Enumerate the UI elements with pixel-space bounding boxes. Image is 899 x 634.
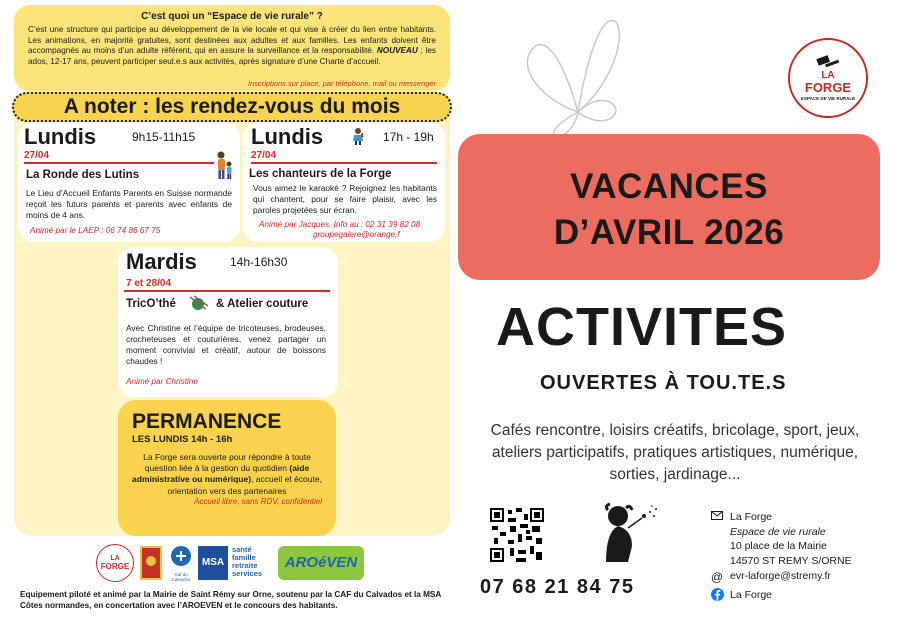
nouveau-label: NOUVEAU [376,46,418,55]
contact-email[interactable]: evr-laforge@stremy.fr [730,569,831,582]
rdv-title: A noter : les rendez-vous du mois [12,92,452,122]
contact-email-row [710,569,890,586]
divider [24,162,214,164]
permanence-hours: LES LUNDIS 14h - 16h [132,434,233,445]
logo-subtitle: ESPACE DE VIE RURALE [800,96,856,101]
event-card-tricothe [118,247,338,397]
contact-address [710,510,890,569]
event-date: 27/04 [24,150,50,161]
event-card-chanteurs-de-la-forge [243,122,445,242]
event-animator: Animé par le LAEP : 06 74 86 67 75 [30,226,161,235]
headline-line1: VACANCES [570,167,768,206]
aroeven-logo: AROéVEN [278,546,364,580]
forge-logo-small [96,544,134,582]
mairie-crest-icon [140,546,162,580]
event-card-ronde-des-lutins [18,122,240,242]
event-date: 7 et 28/04 [126,278,172,289]
permanence-title: PERMANENCE [132,410,282,433]
child-dandelion-icon [598,502,660,564]
event-animator: Animé par Jacques. Info au : 02 31 39 82 08 [259,220,421,229]
caf-label: Caf du Calvados [171,572,191,582]
activites-title: ACTIVITES [496,297,788,357]
permanence-text [132,452,322,497]
event-description: Le Lieu d’Accueil Enfants Parents en Suisse normande reçoit les futurs parents et parents avec enfants de moins de 4 ans. [26,188,232,220]
divider [251,162,437,164]
hammer-icon [815,55,841,71]
singer-icon [351,127,365,145]
facebook-icon [710,588,724,606]
intro-title: C’est quoi un “Espace de vie rurale” ? [141,11,323,22]
intro-box [14,5,450,91]
event-description: Avec Christine et l’équipe de tricoteuses, brodeuses, crocheteuses et couturières, venez partager un moment convivial et créatif, autour de boissons chaudes ! [126,323,326,366]
caf-emblem-icon [168,544,194,568]
butterfly-icon [518,2,628,140]
event-time: 17h - 19h [383,130,434,144]
msa-tagline: santé famille retraite services [232,545,263,578]
forge-logo-line2: FORGE [100,562,130,571]
partner-logos [90,540,370,586]
divider [124,290,330,292]
event-title-2: & Atelier couture [216,298,309,310]
event-time: 9h15-11h15 [132,130,196,144]
event-title: Les chanteurs de la Forge [249,168,392,180]
contact-address-line2: 14570 ST REMY S/ORNE [730,555,852,568]
contact-facebook-row [710,588,890,606]
envelope-icon [710,510,724,525]
permanence-box [118,400,336,536]
event-title: TricO’thé [126,298,176,310]
permanence-text-1: La Forge sera ouverte pour répondre à toute question liée à la gestion du quotidien [143,452,311,474]
contact-block [710,510,890,605]
event-day: Mardis [126,249,197,274]
logo-line1: LA [821,70,835,81]
caf-logo [168,544,194,582]
contact-name: La Forge [730,511,773,523]
headline-line2: D’AVRIL 2026 [553,213,785,252]
event-day: Lundis [251,124,324,149]
parent-child-icon [214,150,234,180]
contact-subtitle: Espace de vie rurale [730,525,826,538]
forge-logo-line1: LA [110,555,120,562]
event-day: Lundis [24,124,97,149]
msa-logo: MSA [198,546,228,580]
event-animator: Animé par Christine [126,377,198,386]
registration-note: Inscriptions sur place, par téléphone, mail ou messenger [247,79,436,88]
footer-credits: Equipement piloté et animé par la Mairie de Saint Rémy sur Orne, soutenu par la CAF du Calvados et la MSA Côtes normandes, en concertation avec l’AROEVEN et le concours des habitants. [20,590,441,610]
intro-text [28,25,436,67]
at-icon: @ [710,569,724,584]
event-description: Vous aimez le karaoké ? Rejoignez les habitants qui chantent, pour se faire plaisir, avec les paroles projetées sur écran. [253,183,437,215]
event-title: La Ronde des Lutins [26,169,140,181]
qr-code[interactable] [490,508,544,562]
la-forge-logo [788,38,868,118]
activities-description: Cafés rencontre, loisirs créatifs, bricolage, sport, jeux, ateliers participatifs, pratiques artistiques, numérique, sorties, jardinage... [490,422,860,483]
phone-number[interactable]: 07 68 21 84 75 [480,576,635,598]
permanence-note: Accueil libre, sans RDV, confidentiel [194,496,322,506]
contact-address-line1: 10 place de la Mairie [730,540,827,553]
event-time: 14h-16h30 [230,255,288,269]
permanence-text-bold: (aide administrative ou numérique) [132,463,310,485]
contact-facebook[interactable]: La Forge [730,588,773,601]
intro-paragraph: C’est une structure qui participe au développement de la vie locale et qui vise à créer du lien entre habitants. Les animations, en majorité gratuites, sont destinées aux adultes et aux familles. Les enfants doivent être accompagnés au moins d’un adulte référent, qui en assure la surveillance et la responsabilité. [28,25,436,55]
open-to-all-subtitle: OUVERTES À TOU.TE.S [540,372,787,394]
logo-line2: FORGE [804,80,852,95]
knitting-icon [188,295,210,311]
nouveau-text: : les ados, 12-17 ans, peuvent participer seul.e.s aux activités, après signature d’une Charte d’accueil. [28,46,436,66]
permanence-text-2: , accueil et écoute, orientation vers des partenaires [167,474,322,496]
event-date: 27/04 [251,150,277,161]
headline-box [458,134,880,280]
event-email: groupegalere@orange.f [313,230,400,239]
crest-emblem [146,556,156,566]
